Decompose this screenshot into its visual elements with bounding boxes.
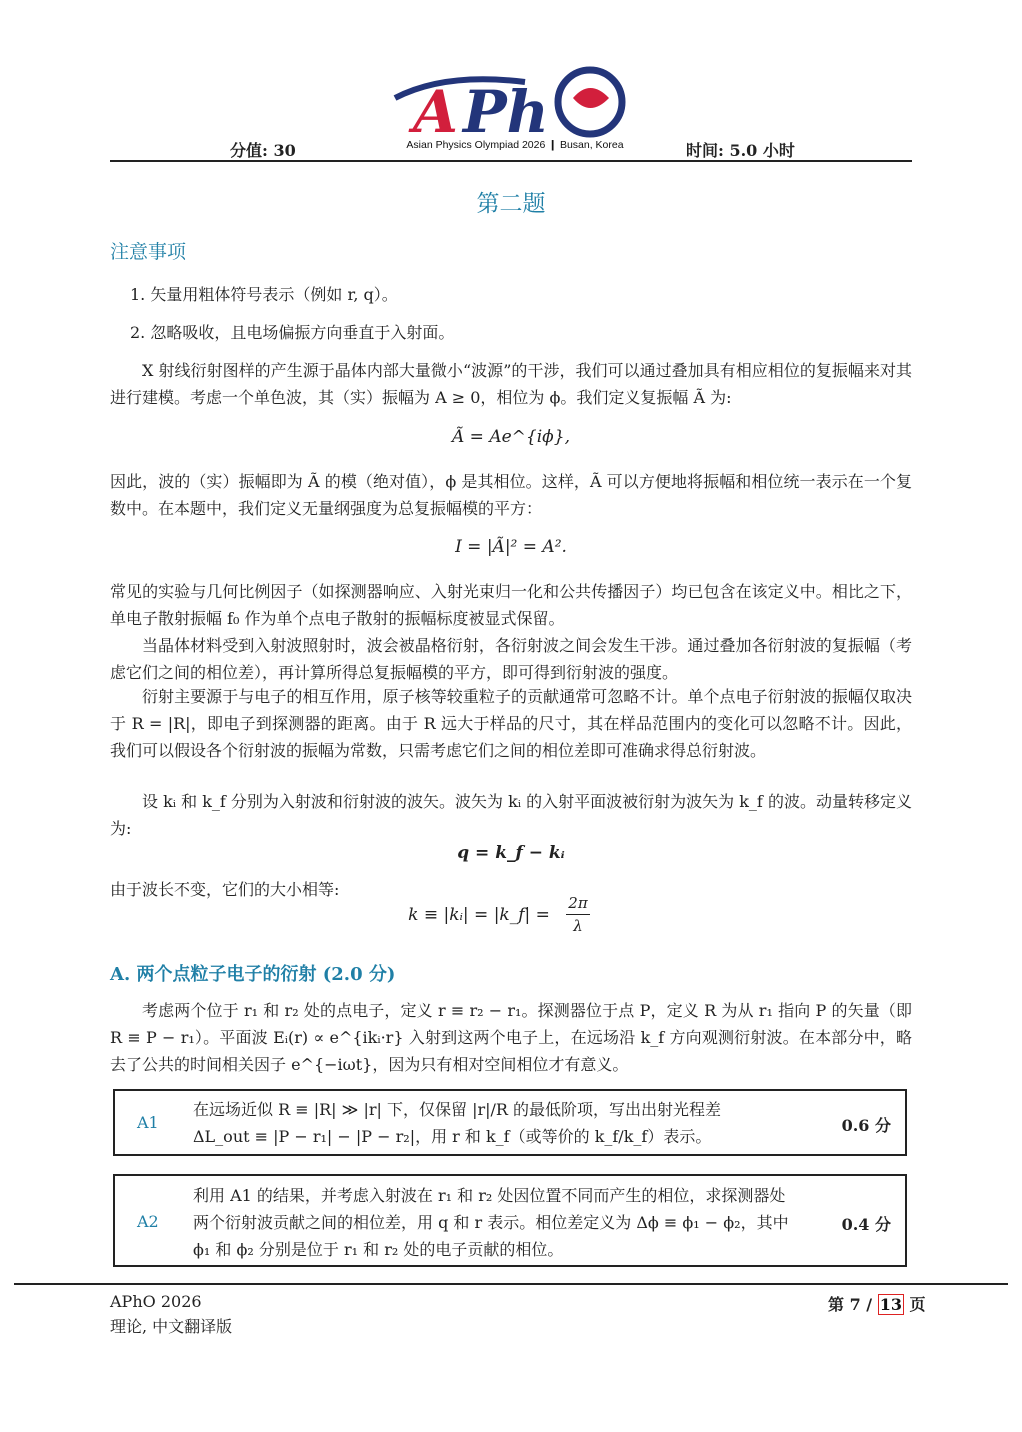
paragraph-6: 设 kᵢ 和 k_f 分别为入射波和衍射波的波矢。波矢为 kᵢ 的入射平面波被衍射为波矢为 k_f 的波。动量转移定义为: xyxy=(110,792,912,838)
equation-intensity: I = |Ã|² = A². xyxy=(455,537,567,557)
page-number-prefix: 第 7 / xyxy=(828,1295,873,1314)
page-title: 第二题 xyxy=(476,191,546,217)
question-box-a2 xyxy=(113,1174,907,1267)
points-label: 分值: 30 xyxy=(230,141,296,160)
notes-heading: 注意事项 xyxy=(110,241,187,263)
paragraph-1: X 射线衍射图样的产生源于晶体内部大量微小“波源”的干涉，我们可以通过叠加具有相应相位的复振幅来对其进行建模。考虑一个单色波，其（实）振幅为 A ≥ 0，相位为 ϕ。我们定义复振幅 Ã 为: xyxy=(110,361,912,407)
question-text-line: 两个衍射波贡献之间的相位差，用 q 和 r 表示。相位差定义为 Δϕ ≡ ϕ₁ − ϕ₂，其中 xyxy=(193,1213,789,1232)
equation-fraction xyxy=(566,894,590,935)
fraction-numerator: 2π xyxy=(568,894,588,912)
part-a-intro: 考虑两个位于 r₁ 和 r₂ 处的点电子，定义 r ≡ r₂ − r₁。探测器位于点 P，定义 R 为从 r₁ 指向 P 的矢量（即 R ≡ P − r₁）。平面波 Eᵢ(r) ∝ e^{ikᵢ·r} 入射到这两个电子上，在远场沿 k_f 方向观测衍射波。在本部分中，略去了公共的时间相关因子 e^{−iωt}，因为只有相对空间相位才有意义。 xyxy=(110,1001,912,1074)
header-divider xyxy=(110,160,912,162)
note-item-1: 1. 矢量用粗体符号表示（例如 r, q）。 xyxy=(130,285,398,304)
fraction-bar xyxy=(566,914,590,915)
part-a-heading: A. 两个点粒子电子的衍射 (2.0 分) xyxy=(110,964,396,985)
page-number-suffix: 页 xyxy=(909,1295,926,1314)
paragraph-4: 当晶体材料受到入射波照射时，波会被晶格衍射，各衍射波之间会发生干涉。通过叠加各衍射波的复振幅（考虑它们之间的相位差），再计算所得总复振幅模的平方，即可得到衍射波的强度。 xyxy=(110,636,912,682)
question-points: 0.4 分 xyxy=(841,1215,891,1234)
logo-subtitle: Asian Physics Olympiad 2026 ❙ Busan, Korea xyxy=(406,139,624,151)
question-text-line: ΔL_out ≡ |P − r₁| − |P − r₂|，用 r 和 k_f（或等价的 k_f/k_f）表示。 xyxy=(193,1127,712,1146)
question-text xyxy=(193,1096,843,1150)
question-text xyxy=(193,1182,843,1263)
svg-text:A: A xyxy=(413,78,459,146)
footer-divider xyxy=(14,1283,1008,1285)
question-text-line: 在远场近似 R ≡ |R| ≫ |r| 下，仅保留 |r|/R 的最低阶项，写出出射光程差 xyxy=(193,1100,722,1119)
equation-momentum-transfer: q = k_f − kᵢ xyxy=(457,843,565,863)
time-label: 时间: 5.0 小时 xyxy=(686,141,795,160)
note-item-2: 2. 忽略吸收，且电场偏振方向垂直于入射面。 xyxy=(130,323,455,342)
question-text-line: ϕ₁ 和 ϕ₂ 分别是位于 r₁ 和 r₂ 处的电子贡献的相位。 xyxy=(193,1240,564,1259)
fraction-denominator: λ xyxy=(573,917,583,935)
paragraph-2: 因此，波的（实）振幅即为 Ã 的模（绝对值），ϕ 是其相位。这样，Ã 可以方便地将振幅和相位统一表示在一个复数中。在本题中，我们定义无量纲强度为总复振幅模的平方： xyxy=(110,472,912,518)
equation-wavenumber: k ≡ |kᵢ| = |k_f| = xyxy=(408,905,550,925)
page-number xyxy=(828,1292,926,1315)
question-id: A1 xyxy=(137,1113,159,1132)
question-points: 0.6 分 xyxy=(841,1116,891,1135)
page-total-link[interactable]: 13 xyxy=(879,1295,902,1314)
equation-complex-amplitude: Ã = Ae^{iϕ}, xyxy=(452,427,570,447)
paragraph-5: 衍射主要源于与电子的相互作用，原子核等较重粒子的贡献通常可忽略不计。单个点电子衍射波的振幅仅取决于 R = |R|，即电子到探测器的距离。由于 R 远大于样品的尺寸，其在样品范围内的变化可以忽略不计。因此，我们可以假设各个衍射波的振幅为常数，只需考虑它们之间的相位差即可准确求得总衍射波。 xyxy=(110,687,912,760)
question-id: A2 xyxy=(137,1212,159,1231)
svg-text:Ph: Ph xyxy=(463,78,549,146)
question-box-a1 xyxy=(113,1089,907,1156)
footer-edition: 理论, 中文翻译版 xyxy=(110,1317,233,1336)
footer-event: APhO 2026 xyxy=(110,1292,202,1311)
paragraph-7: 由于波长不变，它们的大小相等: xyxy=(110,880,340,899)
paragraph-3: 常见的实验与几何比例因子（如探测器响应、入射光束归一化和公共传播因子）均已包含在该定义中。相比之下，单电子散射振幅 f₀ 作为单个点电子散射的振幅标度被显式保留。 xyxy=(110,582,912,628)
question-text-line: 利用 A1 的结果，并考虑入射波在 r₁ 和 r₂ 处因位置不同而产生的相位，求探测器处 xyxy=(193,1186,786,1205)
